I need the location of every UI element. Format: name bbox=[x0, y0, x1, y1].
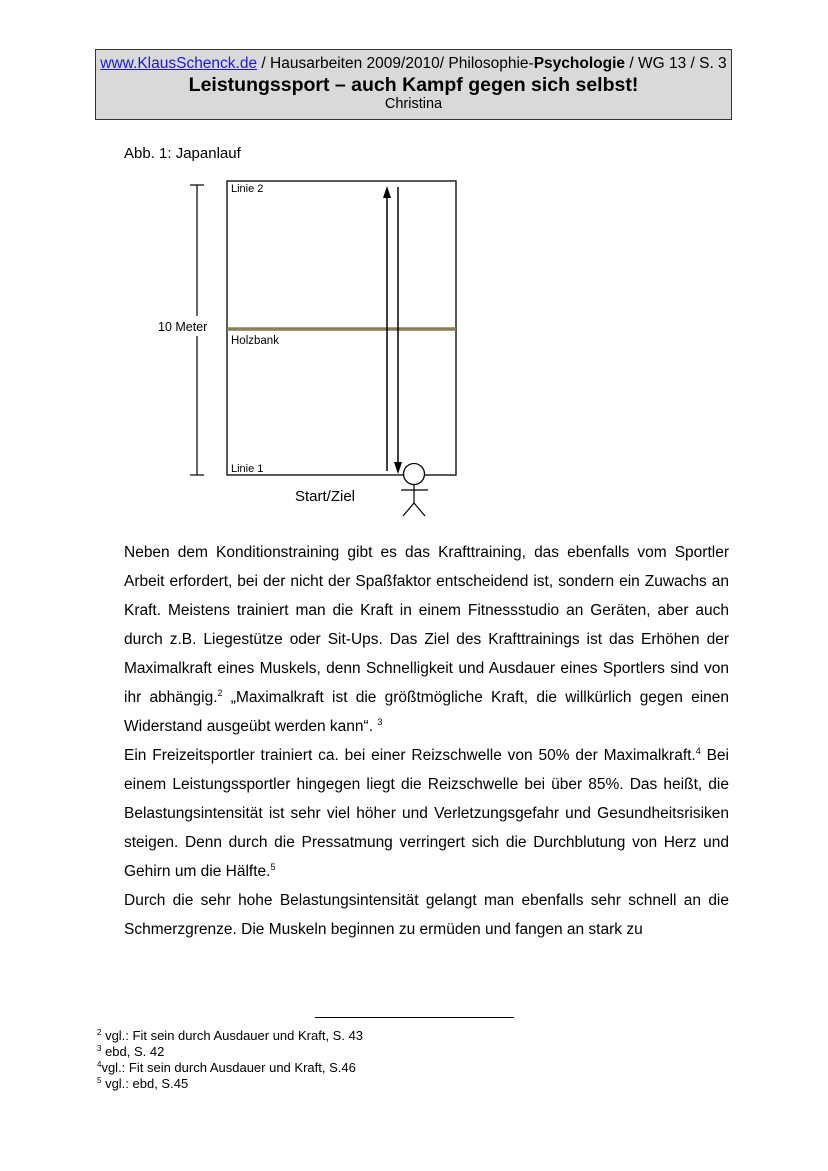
header-path-suffix: / WG 13 / S. 3 bbox=[625, 55, 727, 72]
site-link[interactable]: www.KlausSchenck.de bbox=[100, 55, 258, 72]
figure-caption: Abb. 1: Japanlauf bbox=[124, 145, 241, 162]
paragraph-1 bbox=[124, 538, 729, 741]
label-linie2: Linie 2 bbox=[231, 183, 264, 195]
footnote-text: vgl.: Fit sein durch Ausdauer und Kraft, S.46 bbox=[101, 1060, 356, 1075]
footnote-item bbox=[97, 1060, 363, 1076]
footnote-text: vgl.: ebd, S.45 bbox=[101, 1076, 189, 1091]
footnote-number: 5 bbox=[97, 1076, 102, 1085]
p2-text-b: Bei einem Leistungssportler hingegen liegt die Reizschwelle bei über 85%. Das heißt, die Belastungsintensität ist sehr viel höher und Verletzungsgefahr und Gesundheitsrisiken steigen. Denn durch die Pressatmung verringert sich die Durchblutung von Herz und Gehirn um die Hälfte. bbox=[124, 747, 729, 880]
header-path-prefix: / Hausarbeiten 2009/2010/ Philosophie- bbox=[257, 55, 534, 72]
footnote-item bbox=[97, 1076, 363, 1092]
arrow-up-head bbox=[383, 186, 391, 198]
footnote-text: vgl.: Fit sein durch Ausdauer und Kraft, S. 43 bbox=[101, 1028, 364, 1043]
footnote-number: 2 bbox=[97, 1028, 102, 1037]
paragraph-3: Durch die sehr hohe Belastungsintensität gelangt man ebenfalls sehr schnell an die Schmerzgrenze. Die Muskeln beginnen zu ermüden und fangen an stark zu bbox=[124, 892, 729, 938]
arrow-down-head bbox=[394, 462, 402, 474]
footnote-number: 3 bbox=[97, 1044, 102, 1053]
label-start-ziel: Start/Ziel bbox=[295, 488, 356, 505]
paragraph-2 bbox=[124, 741, 729, 886]
footnote-item bbox=[97, 1028, 363, 1044]
japanlauf-diagram bbox=[0, 0, 828, 540]
footnote-item bbox=[97, 1044, 363, 1060]
footnote-ref-5[interactable]: 5 bbox=[270, 862, 276, 872]
footnotes bbox=[97, 1028, 363, 1092]
p1-text-a: Neben dem Konditionstraining gibt es das Krafttraining, das ebenfalls vom Sportler Arbeit erfordert, bei der nicht der Spaßfaktor entscheidend ist, sondern ein Zuwachs an Kraft. Meistens trainiert man die Kraft in einem Fitnessstudio an Geräten, aber auch durch z.B. Liegestütze oder Sit-Ups. Das Ziel des Krafttrainings ist das Erhöhen der Maximalkraft eines Muskels, denn Schnelligkeit und Ausdauer eines Sportlers sind von ihr abhängig. bbox=[124, 544, 729, 706]
p2-text-a: Ein Freizeitsportler trainiert ca. bei einer Reizschwelle von 50% der Maximalkraft. bbox=[124, 747, 696, 764]
footnote-ref-3[interactable]: 3 bbox=[377, 717, 383, 727]
label-linie1: Linie 1 bbox=[231, 463, 264, 475]
author: Christina bbox=[384, 96, 443, 112]
header-path-bold: Psychologie bbox=[533, 55, 626, 72]
footnote-ref-4[interactable]: 4 bbox=[695, 746, 701, 756]
footnote-number: 4 bbox=[97, 1060, 102, 1069]
footnote-separator bbox=[315, 1017, 514, 1018]
footnote-ref-2[interactable]: 2 bbox=[217, 688, 223, 698]
stick-figure-icon bbox=[401, 464, 428, 517]
body-text bbox=[124, 538, 729, 944]
p1-text-b: „Maximalkraft ist die größtmögliche Kraft, die willkürlich gegen einen Widerstand ausgeübt werden kann“. bbox=[124, 689, 729, 735]
label-holzbank: Holzbank bbox=[231, 335, 279, 347]
page-title: Leistungssport – auch Kampf gegen sich selbst! bbox=[188, 74, 639, 96]
footnote-text: ebd, S. 42 bbox=[101, 1044, 165, 1059]
label-distance: 10 Meter bbox=[158, 320, 208, 334]
